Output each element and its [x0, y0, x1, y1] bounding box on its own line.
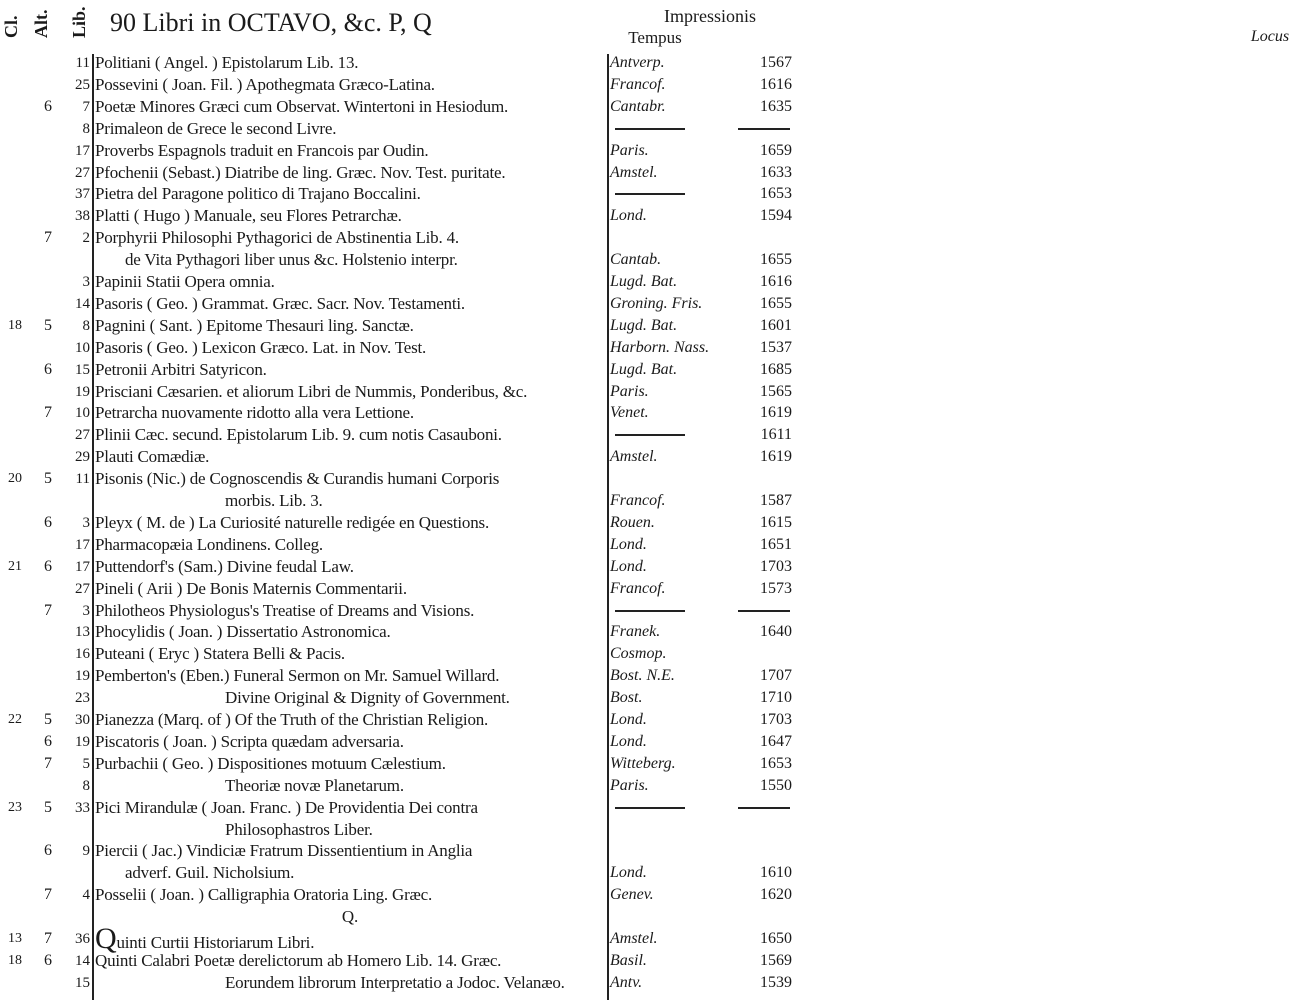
shelf-number: 7	[44, 754, 52, 772]
shelf-number: 6	[44, 97, 52, 115]
imprint-place: Basil.	[610, 951, 647, 969]
imprint-place: Lond.	[610, 557, 647, 575]
locus-dash-rule	[615, 807, 685, 809]
book-title: Philosophastros Liber.	[225, 819, 373, 839]
book-number: 10	[75, 339, 90, 356]
book-title: Q.	[341, 907, 359, 927]
book-title: de Vita Pythagori liber unus &c. Holstenio interpr.	[125, 250, 458, 270]
catalogue-row	[0, 775, 793, 797]
catalogue-row	[0, 534, 793, 556]
imprint-year: 1655	[760, 251, 792, 269]
imprint-place: Cantab.	[610, 251, 662, 269]
catalogue-row	[0, 753, 793, 775]
shelf-number: 6	[44, 360, 52, 378]
book-number: 17	[75, 558, 90, 575]
book-number: 8	[82, 120, 90, 137]
imprint-year: 1594	[760, 207, 792, 225]
book-number: 3	[82, 274, 90, 290]
tempus-dash-rule	[738, 128, 790, 130]
imprint-year: 1659	[760, 141, 792, 159]
book-number: 13	[75, 624, 90, 641]
shelf-number: 7	[44, 229, 52, 247]
book-title: Purbachii ( Geo. ) Dispositiones motuum Cælestium.	[95, 753, 446, 773]
book-number: 16	[75, 646, 90, 663]
imprint-year: 1569	[760, 951, 792, 969]
class-number: 13	[8, 931, 22, 946]
book-number: 11	[75, 471, 90, 488]
imprint-year: 1616	[760, 273, 792, 290]
book-title: Pici Mirandulæ ( Joan. Franc. ) De Providentia Dei contra	[95, 797, 478, 817]
book-title: adverf. Guil. Nicholsium.	[125, 863, 295, 883]
catalogue-row	[0, 402, 793, 424]
class-number: 18	[8, 952, 22, 968]
shelf-number: 5	[44, 711, 52, 728]
imprint-year: 1601	[760, 316, 792, 334]
book-title: Pharmacopæia Londinens. Colleg.	[95, 534, 323, 554]
catalogue-row	[0, 74, 793, 96]
catalogue-row	[0, 249, 793, 271]
imprint-place: Bost.	[610, 689, 643, 707]
column-header-tempus: Tempus	[628, 28, 682, 47]
shelf-number: 6	[44, 842, 52, 860]
imprint-place: Lond.	[610, 711, 647, 728]
book-title: Petronii Arbitri Satyricon.	[95, 359, 267, 379]
catalogue-row	[0, 337, 793, 359]
imprint-year: 1610	[760, 864, 792, 882]
book-number: 19	[75, 668, 90, 685]
catalogue-row	[0, 709, 793, 731]
imprint-year: 1620	[760, 886, 792, 904]
catalogue-row	[0, 797, 793, 819]
book-title: Pfochenii (Sebast.) Diatribe de ling. Græc. Nov. Test. puritate.	[95, 162, 506, 182]
book-title: Piercii ( Jac.) Vindiciæ Fratrum Dissentientium in Anglia	[95, 841, 473, 861]
book-number: 3	[82, 514, 90, 531]
column-header-cl: Cl.	[1, 15, 21, 38]
catalogue-row	[0, 621, 793, 643]
book-title: Philotheos Physiologus's Treatise of Dreams and Visions.	[95, 600, 475, 620]
imprint-year: 1587	[760, 492, 792, 509]
class-number: 18	[8, 317, 22, 333]
book-number: 25	[75, 76, 90, 93]
book-number: 10	[75, 405, 90, 422]
book-number: 5	[82, 755, 90, 772]
imprint-place: Amstel.	[610, 448, 658, 466]
imprint-place: Lond.	[610, 864, 647, 882]
catalogue-row	[0, 578, 793, 600]
locus-dash-rule	[615, 434, 685, 436]
imprint-year: 1565	[760, 382, 792, 400]
book-title: Prisciani Cæsarien. et aliorum Libri de Nummis, Ponderibus, &c.	[95, 381, 528, 401]
book-title: Divine Original & Dignity of Government.	[225, 688, 510, 708]
imprint-year: 1650	[760, 930, 792, 947]
imprint-place: Francof.	[610, 579, 666, 597]
class-number: 20	[8, 471, 22, 487]
book-number: 33	[75, 799, 90, 816]
book-title: Plinii Cæc. secund. Epistolarum Lib. 9. cum notis Casauboni.	[95, 425, 502, 445]
imprint-place: Witteberg.	[610, 754, 676, 772]
imprint-place: Amstel.	[610, 163, 658, 181]
imprint-place: Cantabr.	[610, 97, 666, 115]
imprint-year: 1653	[760, 754, 792, 772]
catalogue-row	[0, 512, 793, 534]
book-title: Pineli ( Arii ) De Bonis Maternis Commentarii.	[95, 578, 407, 598]
initial-letter: Q	[95, 922, 117, 955]
book-number: 7	[82, 98, 90, 115]
book-number: 19	[75, 733, 90, 750]
shelf-number: 6	[44, 732, 52, 750]
catalogue-row	[0, 162, 793, 184]
imprint-year: 1647	[760, 732, 792, 750]
imprint-place: Paris.	[610, 776, 649, 794]
catalogue-row	[0, 687, 793, 709]
imprint-year: 1616	[760, 75, 792, 93]
imprint-year: 1710	[760, 689, 792, 707]
imprint-year: 1619	[760, 404, 792, 422]
book-title: Porphyrii Philosophi Pythagorici de Abstinentia Lib. 4.	[95, 228, 459, 248]
imprint-place: Lond.	[610, 732, 647, 750]
imprint-place: Venet.	[610, 404, 649, 422]
imprint-year: 1707	[760, 667, 792, 685]
imprint-year: 1537	[760, 338, 792, 356]
catalogue-row	[0, 359, 793, 381]
imprint-place: Lond.	[610, 535, 647, 553]
book-number: 9	[82, 843, 90, 860]
column-header-alt: Alt.	[31, 9, 51, 38]
catalogue-row	[0, 950, 793, 972]
book-number: 2	[82, 230, 90, 247]
imprint-place: Rouen.	[610, 513, 655, 531]
catalogue-row	[0, 819, 793, 841]
locus-dash-rule	[615, 128, 685, 130]
book-title-rest: uinti Curtii Historiarum Libri.	[116, 933, 315, 952]
catalogue-row	[0, 731, 793, 753]
tempus-dash-rule	[738, 807, 790, 809]
book-title: Quinti Calabri Poetæ derelictorum ab Homero Lib. 14. Græc.	[95, 950, 502, 970]
book-title: Pietra del Paragone politico di Trajano Boccalini.	[95, 184, 421, 204]
imprint-place: Paris.	[610, 382, 649, 400]
book-title: Pasoris ( Geo. ) Grammat. Græc. Sacr. Nov. Testamenti.	[95, 293, 465, 313]
imprint-place: Antv.	[610, 973, 643, 991]
book-title: Pagnini ( Sant. ) Epitome Thesauri ling. Sanctæ.	[95, 315, 414, 335]
shelf-number: 6	[44, 557, 52, 575]
book-title: Posselii ( Joan. ) Calligraphia Oratoria Ling. Græc.	[95, 885, 433, 905]
imprint-year: 1651	[760, 535, 792, 553]
imprint-year: 1539	[760, 973, 792, 991]
book-number: 17	[75, 142, 90, 159]
impressionis-subheader	[615, 28, 1290, 48]
imprint-place: Lugd. Bat.	[610, 273, 678, 290]
book-title: Pianezza (Marq. of ) Of the Truth of the Christian Religion.	[95, 710, 489, 729]
imprint-year: 1615	[760, 513, 792, 531]
imprint-year: 1685	[760, 360, 792, 378]
catalogue-row	[0, 52, 793, 74]
book-title: Puttendorf's (Sam.) Divine feudal Law.	[95, 556, 354, 576]
book-number: 14	[75, 295, 90, 312]
catalogue-row	[0, 293, 793, 315]
catalogue-row	[0, 665, 793, 687]
book-title: Pasoris ( Geo. ) Lexicon Græco. Lat. in Nov. Test.	[95, 337, 427, 357]
imprint-place: Amstel.	[610, 930, 658, 947]
catalogue-row	[0, 315, 793, 337]
locus-dash-rule	[615, 193, 685, 195]
shelf-number: 5	[44, 798, 52, 816]
book-title: Phocylidis ( Joan. ) Dissertatio Astronomica.	[95, 622, 391, 642]
catalogue-row	[0, 424, 793, 446]
book-title: Platti ( Hugo ) Manuale, seu Flores Petrarchæ.	[95, 206, 402, 226]
shelf-number: 7	[44, 930, 52, 947]
shelf-number: 5	[44, 316, 52, 334]
imprint-year: 1655	[760, 294, 792, 312]
book-title: Plauti Comædiæ.	[95, 447, 210, 467]
book-title: Politiani ( Angel. ) Epistolarum Lib. 13.	[95, 53, 359, 72]
imprint-place: Groning. Fris.	[610, 294, 703, 312]
catalogue-row	[0, 906, 793, 928]
shelf-number: 7	[44, 404, 52, 422]
book-number: 14	[75, 952, 90, 969]
shelf-number: 5	[44, 470, 52, 488]
imprint-year: 1703	[760, 711, 792, 728]
book-number: 11	[75, 55, 90, 71]
book-title: Pemberton's (Eben.) Funeral Sermon on Mr. Samuel Willard.	[95, 666, 500, 686]
imprint-place: Bost. N.E.	[610, 667, 675, 685]
book-number: 15	[75, 974, 90, 991]
book-title: Eorundem librorum Interpretatio a Jodoc. Velanæo.	[225, 972, 565, 992]
book-number: 30	[75, 712, 90, 728]
imprint-place: Francof.	[610, 492, 666, 509]
book-number: 19	[75, 383, 90, 400]
imprint-year: 1573	[760, 579, 792, 597]
book-number: 36	[75, 931, 90, 947]
book-number: 8	[82, 317, 90, 334]
imprint-year: 1640	[760, 623, 792, 641]
class-number: 21	[8, 558, 22, 574]
class-number: 23	[8, 799, 22, 815]
book-number: 3	[82, 602, 90, 619]
imprint-place: Antverp.	[610, 54, 665, 71]
imprint-year: 1567	[760, 54, 792, 71]
catalogue-row	[0, 446, 793, 468]
imprint-year: 1619	[760, 448, 792, 466]
catalogue-row	[0, 205, 793, 227]
imprint-year: 1550	[760, 776, 792, 794]
book-title: Puteani ( Eryc ) Statera Belli & Pacis.	[95, 644, 345, 664]
shelf-number: 7	[44, 886, 52, 904]
catalogue-row	[0, 643, 793, 665]
book-title: Pleyx ( M. de ) La Curiosité naturelle redigée en Questions.	[95, 512, 489, 532]
locus-dash-rule	[615, 610, 685, 612]
column-header-lib: Lib.	[69, 6, 89, 38]
book-number: 29	[75, 449, 90, 466]
catalogue-row	[0, 118, 793, 140]
book-title: Primaleon de Grece le second Livre.	[95, 118, 337, 138]
book-number: 27	[75, 164, 90, 181]
catalogue-row	[0, 600, 793, 622]
book-number: 17	[75, 536, 90, 553]
catalogue-row	[0, 972, 793, 994]
book-title: Pisonis (Nic.) de Cognoscendis & Curandis humani Corporis	[95, 469, 500, 489]
imprint-place: Harborn. Nass.	[610, 338, 710, 356]
class-number: 22	[8, 712, 22, 727]
catalogue-row	[0, 862, 793, 884]
impressionis-header: Impressionis	[664, 6, 756, 26]
page-title: 90 Libri in OCTAVO, &c. P, Q	[110, 8, 432, 37]
imprint-place: Francof.	[610, 75, 666, 93]
imprint-place: Lond.	[610, 207, 647, 225]
imprint-year: 1611	[760, 426, 792, 444]
imprint-place: Lugd. Bat.	[610, 360, 678, 378]
book-title: Theoriæ novæ Planetarum.	[225, 775, 404, 795]
shelf-number: 6	[44, 951, 52, 969]
catalogue-row	[0, 490, 793, 512]
book-title: Papinii Statii Opera omnia.	[95, 272, 275, 291]
book-number: 37	[75, 186, 90, 203]
catalogue-row	[0, 183, 793, 205]
book-title: Poetæ Minores Græci cum Observat. Wintertoni in Hesiodum.	[95, 96, 509, 116]
imprint-place: Genev.	[610, 886, 654, 904]
catalogue-row	[0, 140, 793, 162]
column-header-locus: Locus	[1250, 28, 1290, 45]
imprint-place: Cosmop.	[610, 645, 667, 663]
catalogue-row	[0, 227, 793, 249]
book-number: 15	[75, 361, 90, 378]
catalogue-row	[0, 840, 793, 862]
book-number: 27	[75, 427, 90, 444]
imprint-year: 1703	[760, 557, 792, 575]
book-title: Possevini ( Joan. Fil. ) Apothegmata Græco-Latina.	[95, 74, 435, 94]
imprint-place: Lugd. Bat.	[610, 316, 678, 334]
book-title: Petrarcha nuovamente ridotto alla vera Lettione.	[95, 403, 414, 423]
catalogue-row	[0, 381, 793, 403]
catalogue-row	[0, 922, 793, 955]
book-number: 8	[82, 777, 90, 794]
shelf-number: 7	[44, 601, 52, 619]
catalogue-row	[0, 96, 793, 118]
imprint-year: 1633	[760, 163, 792, 181]
book-number: 23	[75, 690, 90, 707]
imprint-year: 1635	[760, 97, 792, 115]
catalogue-row	[0, 884, 793, 906]
shelf-number: 6	[44, 513, 52, 531]
imprint-year: 1653	[760, 185, 792, 203]
book-number: 4	[82, 887, 90, 904]
book-title: Piscatoris ( Joan. ) Scripta quædam adversaria.	[95, 731, 404, 751]
book-number: 38	[75, 208, 90, 225]
catalogue-row	[0, 468, 793, 490]
catalogue-row	[0, 556, 793, 578]
book-title: Proverbs Espagnols traduit en Francois par Oudin.	[95, 140, 429, 160]
book-title: morbis. Lib. 3.	[225, 491, 323, 510]
book-number: 27	[75, 580, 90, 597]
tempus-dash-rule	[738, 610, 790, 612]
imprint-place: Paris.	[610, 141, 649, 159]
catalogue-row	[0, 271, 793, 293]
imprint-place: Franek.	[610, 623, 661, 641]
